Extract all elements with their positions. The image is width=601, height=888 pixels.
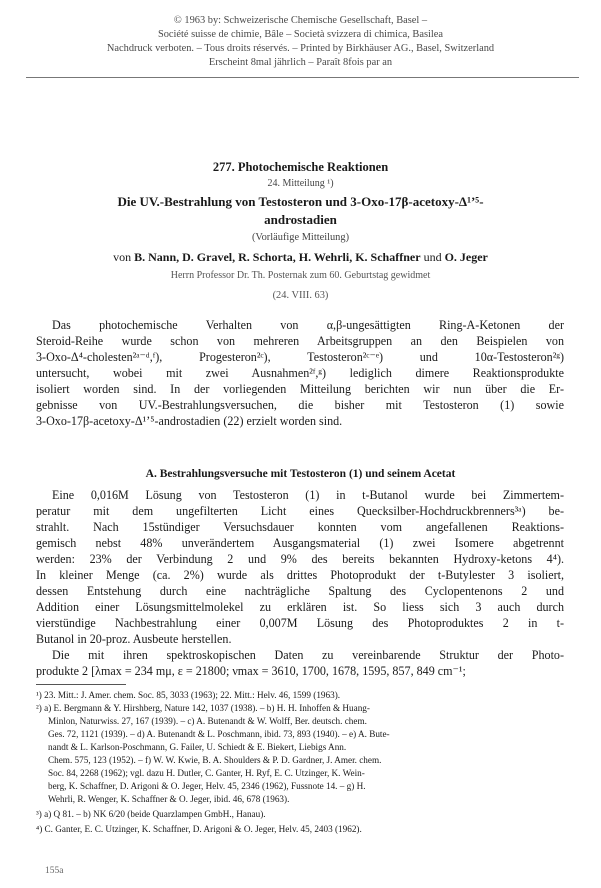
- footnote: ²) a) E. Bergmann & Y. Hirshberg, Nature 142, 1037 (1938). – b) H. H. Inhoffen & Huang-: [36, 703, 370, 713]
- footnote: Ges. 72, 1121 (1939). – d) A. Butenandt & L. Poschmann, ibid. 73, 893 (1940). – e) A. Bute-: [48, 729, 390, 739]
- dedication: Herrn Professor Dr. Th. Posternak zum 60. Geburtstag gewidmet: [170, 270, 431, 281]
- paragraph-line: strahlt. Nach 15stündiger Versuchsdauer konnten vom angefallenen Reaktions-: [36, 520, 564, 534]
- paragraph-line: werden: 23% der Verbindung 2 und 9% des bereits bekannten Hydroxy-ketons 4⁴).: [36, 552, 564, 566]
- copyright-line: © 1963 by: Schweizerische Chemische Gesellschaft, Basel –: [173, 15, 428, 26]
- footnote: Wehrli, R. Wenger, K. Schaffner & O. Jeger, ibid. 46, 678 (1963).: [48, 794, 290, 804]
- paragraph-line: produkte 2 [λmax = 234 mμ, ε = 21800; νmax = 3610, 1700, 1678, 1595, 857, 849 cm⁻¹;: [36, 664, 466, 678]
- page-folio: 155a: [45, 866, 64, 876]
- paragraph-line: Addition einer Lösungsmittelmolekel zu erklären ist. So liess sich 3 auch durch: [36, 600, 564, 614]
- paragraph-line: Die mit ihren spektroskopischen Daten zu vereinbarende Struktur der Photo-: [52, 648, 564, 662]
- author-line: [12, 250, 589, 265]
- author-last: O. Jeger: [444, 250, 488, 264]
- paragraph-line: 3-Oxo-Δ⁴-cholesten²ᵃ⁻ᵈ,ᶠ), Progesteron²ᶜ), Testosteron²ᶜ⁻ᵉ) und 10α-Testosteron²ᵍ): [36, 350, 564, 364]
- paragraph-line: Steroid-Reihe wurde schon von mehreren Arbeitsgruppen an den Beispielen von: [36, 334, 564, 348]
- received-date: (24. VIII. 63): [272, 290, 329, 301]
- footnote: berg, K. Schaffner, D. Arigoni & O. Jeger, Helv. 45, 2346 (1962), Fussnote 14. – g) H.: [48, 781, 366, 791]
- article-number-title: 277. Photochemische Reaktionen: [212, 160, 389, 174]
- footnote: nandt & L. Karlson-Poschmann, G. Failer, U. Schiedt & E. Biekert, Liebigs Ann.: [48, 742, 347, 752]
- paragraph-line: 3-Oxo-17β-acetoxy-Δ¹ʼ⁵-androstadien (22) erzielt worden sind.: [36, 414, 343, 428]
- paragraph-line: In kleiner Menge (ca. 2%) wurde als drittes Photoprodukt der t-Butylester 3 isoliert,: [36, 568, 564, 582]
- footnote: ⁴) C. Ganter, E. C. Utzinger, K. Schaffner, D. Arigoni & O. Jeger, Helv. 45, 2403 (1962).: [36, 824, 362, 834]
- paragraph-line: Das photochemische Verhalten von α,β-ungesättigten Ring-A-Ketonen der: [52, 318, 564, 332]
- footnote: Minlon, Naturwiss. 27, 167 (1939). – c) A. Butenandt & W. Wolff, Ber. deutsch. chem.: [48, 716, 367, 726]
- paragraph-line: gemisch nebst 48% unverändertem Ausgangsmaterial (1) zwei Isomere abgetrennt: [36, 536, 564, 550]
- footnote: Chem. 575, 123 (1952). – f) W. W. Kwie, B. A. Shoulders & P. D. Gardner, J. Amer. chem.: [48, 755, 382, 765]
- paragraph-line: Butanol in 20-proz. Ausbeute herstellen.: [36, 632, 232, 646]
- communication-number: 24. Mitteilung ¹): [267, 178, 334, 189]
- article-title-line1: Die UV.-Bestrahlung von Testosteron und 3-Oxo-17β-acetoxy-Δ¹ʼ⁵-: [117, 194, 484, 209]
- footnote-rule: [36, 684, 126, 685]
- society-line: Société suisse de chimie, Bâle – Società svizzera di chimica, Basilea: [157, 29, 444, 40]
- preliminary-note: (Vorläufige Mitteilung): [251, 232, 350, 243]
- authors-and: und: [423, 250, 442, 264]
- paragraph-line: Eine 0,016M Lösung von Testosteron (1) in t-Butanol wurde bei Zimmertem-: [52, 488, 564, 502]
- section-heading: A. Bestrahlungsversuche mit Testosteron (1) und seinem Acetat: [145, 468, 456, 480]
- header-rule: [26, 77, 579, 78]
- paragraph-line: peratur mit dem ungefilterten Licht eines Quecksilber-Hochdruckbrenners³ᵃ) be-: [36, 504, 564, 518]
- paragraph-line: vierstündige Nachbestrahlung einer 0,007M Lösung des Photoproduktes 2 in t-: [36, 616, 564, 630]
- authors-prefix: von: [113, 250, 132, 264]
- footnote: ¹) 23. Mitt.: J. Amer. chem. Soc. 85, 3033 (1963); 22. Mitt.: Helv. 46, 1599 (1963).: [36, 690, 341, 700]
- authors-list: B. Nann, D. Gravel, R. Schorta, H. Wehrli, K. Schaffner: [134, 250, 421, 264]
- rights-line: Nachdruck verboten. – Tous droits réservés. – Printed by Birkhäuser AG., Basel, Switzerland: [106, 43, 495, 54]
- footnote: ³) a) Q 81. – b) NK 6/20 (beide Quarzlampen GmbH., Hanau).: [36, 809, 266, 819]
- paragraph-line: isoliert worden sind. In der vorliegenden Mitteilung berichten wir nun über die Er-: [36, 382, 564, 396]
- paragraph-line: untersucht, wobei mit zwei Ausnahmen²ᶠ,ᵍ) lediglich dimere Reaktionsprodukte: [36, 366, 564, 380]
- paragraph-line: dessen Entstehung durch eine nachträgliche Spaltung des Cyclopentenons 2 und: [36, 584, 564, 598]
- footnote: Soc. 84, 2268 (1962); vgl. dazu H. Dutler, C. Ganter, H. Ryf, E. C. Utzinger, K. Wein-: [48, 768, 365, 778]
- frequency-line: Erscheint 8mal jährlich – Paraît 8fois par an: [208, 57, 393, 68]
- article-title-line2: androstadien: [264, 212, 337, 227]
- paragraph-line: gebnisse von UV.-Bestrahlungsversuchen, die bisher mit Testosteron (1) sowie: [36, 398, 564, 412]
